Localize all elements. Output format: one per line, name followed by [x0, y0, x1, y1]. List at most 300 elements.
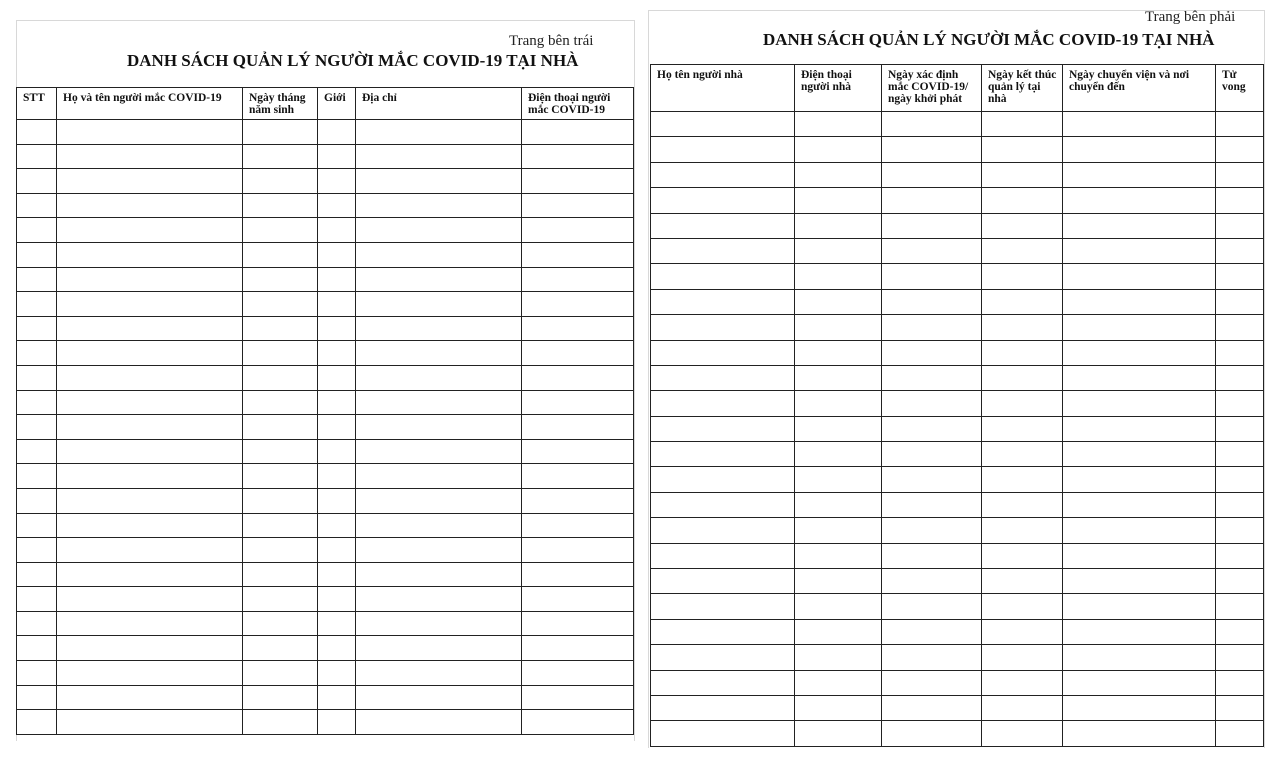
left-table-cell[interactable] [522, 710, 634, 735]
left-table-cell[interactable] [356, 464, 522, 489]
left-table-cell[interactable] [17, 538, 57, 563]
left-table-cell[interactable] [57, 169, 243, 194]
right-table-cell[interactable] [651, 162, 795, 187]
left-table-cell[interactable] [522, 439, 634, 464]
left-table-cell[interactable] [57, 513, 243, 538]
left-table-cell[interactable] [356, 120, 522, 145]
left-table-cell[interactable] [522, 316, 634, 341]
left-table-cell[interactable] [243, 120, 318, 145]
right-table-cell[interactable] [982, 416, 1063, 441]
right-table-cell[interactable] [1063, 569, 1216, 594]
left-table-cell[interactable] [243, 193, 318, 218]
left-table-cell[interactable] [243, 488, 318, 513]
left-table-cell[interactable] [243, 144, 318, 169]
left-table-cell[interactable] [522, 193, 634, 218]
right-table-cell[interactable] [1063, 238, 1216, 263]
left-table-cell[interactable] [243, 587, 318, 612]
left-table-cell[interactable] [57, 120, 243, 145]
left-table-cell[interactable] [356, 144, 522, 169]
right-table-cell[interactable] [1216, 391, 1264, 416]
left-table-cell[interactable] [17, 267, 57, 292]
left-table-cell[interactable] [57, 464, 243, 489]
left-table-cell[interactable] [356, 169, 522, 194]
right-table-cell[interactable] [651, 442, 795, 467]
right-table-cell[interactable] [795, 594, 882, 619]
left-table-cell[interactable] [356, 365, 522, 390]
left-table-cell[interactable] [243, 341, 318, 366]
right-table-cell[interactable] [982, 594, 1063, 619]
right-table-cell[interactable] [982, 289, 1063, 314]
right-table-cell[interactable] [1216, 442, 1264, 467]
left-table-cell[interactable] [356, 415, 522, 440]
left-table-cell[interactable] [318, 538, 356, 563]
left-table-cell[interactable] [522, 242, 634, 267]
right-table-cell[interactable] [795, 467, 882, 492]
right-table-cell[interactable] [651, 569, 795, 594]
left-table-cell[interactable] [243, 611, 318, 636]
left-table-cell[interactable] [356, 636, 522, 661]
right-table-cell[interactable] [882, 543, 982, 568]
left-table-cell[interactable] [243, 316, 318, 341]
right-table-cell[interactable] [982, 213, 1063, 238]
right-table-cell[interactable] [651, 137, 795, 162]
left-table-cell[interactable] [522, 562, 634, 587]
left-table-cell[interactable] [522, 415, 634, 440]
left-table-cell[interactable] [522, 341, 634, 366]
right-table-cell[interactable] [651, 594, 795, 619]
right-table-cell[interactable] [1063, 391, 1216, 416]
right-table-cell[interactable] [1216, 162, 1264, 187]
right-table-cell[interactable] [982, 315, 1063, 340]
right-table-cell[interactable] [982, 264, 1063, 289]
left-table-cell[interactable] [243, 661, 318, 686]
left-table-cell[interactable] [318, 587, 356, 612]
right-table-cell[interactable] [1063, 213, 1216, 238]
right-table-cell[interactable] [795, 162, 882, 187]
left-table-cell[interactable] [243, 513, 318, 538]
left-table-cell[interactable] [318, 390, 356, 415]
right-table-cell[interactable] [651, 416, 795, 441]
left-table-cell[interactable] [243, 710, 318, 735]
right-table-cell[interactable] [982, 365, 1063, 390]
right-table-cell[interactable] [882, 340, 982, 365]
left-table-cell[interactable] [522, 218, 634, 243]
left-table-cell[interactable] [17, 120, 57, 145]
left-table-cell[interactable] [17, 390, 57, 415]
left-table-cell[interactable] [57, 341, 243, 366]
right-table-cell[interactable] [882, 619, 982, 644]
left-table-cell[interactable] [356, 538, 522, 563]
left-table-cell[interactable] [318, 193, 356, 218]
left-table-cell[interactable] [243, 267, 318, 292]
left-table-cell[interactable] [522, 513, 634, 538]
left-table-cell[interactable] [522, 292, 634, 317]
right-table-cell[interactable] [1216, 492, 1264, 517]
left-table-cell[interactable] [318, 439, 356, 464]
left-table-cell[interactable] [522, 611, 634, 636]
left-table-cell[interactable] [356, 611, 522, 636]
right-table-cell[interactable] [795, 721, 882, 746]
left-table-cell[interactable] [17, 611, 57, 636]
right-table-cell[interactable] [795, 416, 882, 441]
left-table-cell[interactable] [243, 169, 318, 194]
right-table-cell[interactable] [982, 645, 1063, 670]
left-table-cell[interactable] [17, 562, 57, 587]
right-table-cell[interactable] [651, 518, 795, 543]
left-table-cell[interactable] [17, 169, 57, 194]
left-table-cell[interactable] [57, 316, 243, 341]
right-table-cell[interactable] [651, 391, 795, 416]
left-table-cell[interactable] [243, 439, 318, 464]
left-table-cell[interactable] [522, 120, 634, 145]
right-table-cell[interactable] [882, 645, 982, 670]
right-table-cell[interactable] [1216, 289, 1264, 314]
right-table-cell[interactable] [882, 137, 982, 162]
right-table-cell[interactable] [1063, 442, 1216, 467]
right-table-cell[interactable] [882, 442, 982, 467]
left-table-cell[interactable] [17, 218, 57, 243]
right-table-cell[interactable] [1216, 416, 1264, 441]
right-table-cell[interactable] [882, 721, 982, 746]
left-table-cell[interactable] [318, 341, 356, 366]
right-table-cell[interactable] [1216, 238, 1264, 263]
left-table-cell[interactable] [17, 415, 57, 440]
right-table-cell[interactable] [1216, 137, 1264, 162]
left-table-cell[interactable] [57, 242, 243, 267]
left-table-cell[interactable] [318, 488, 356, 513]
right-table-cell[interactable] [795, 492, 882, 517]
right-table-cell[interactable] [882, 518, 982, 543]
right-table-cell[interactable] [651, 695, 795, 720]
right-table-cell[interactable] [882, 695, 982, 720]
left-table-cell[interactable] [57, 587, 243, 612]
left-table-cell[interactable] [57, 611, 243, 636]
left-table-cell[interactable] [243, 538, 318, 563]
left-table-cell[interactable] [318, 292, 356, 317]
right-table-cell[interactable] [982, 670, 1063, 695]
left-table-cell[interactable] [522, 488, 634, 513]
right-table-cell[interactable] [795, 340, 882, 365]
left-table-cell[interactable] [243, 562, 318, 587]
right-table-cell[interactable] [1216, 721, 1264, 746]
right-table-cell[interactable] [795, 543, 882, 568]
right-table-cell[interactable] [1063, 365, 1216, 390]
right-table-cell[interactable] [882, 365, 982, 390]
left-table-cell[interactable] [318, 636, 356, 661]
right-table-cell[interactable] [982, 112, 1063, 137]
right-table-cell[interactable] [1216, 188, 1264, 213]
left-table-cell[interactable] [243, 365, 318, 390]
right-table-cell[interactable] [795, 518, 882, 543]
left-table-cell[interactable] [522, 390, 634, 415]
left-table-cell[interactable] [243, 292, 318, 317]
right-table-cell[interactable] [1216, 112, 1264, 137]
left-table-cell[interactable] [243, 636, 318, 661]
left-table-cell[interactable] [356, 488, 522, 513]
right-table-cell[interactable] [982, 695, 1063, 720]
right-table-cell[interactable] [882, 467, 982, 492]
left-table-cell[interactable] [356, 562, 522, 587]
left-table-cell[interactable] [17, 661, 57, 686]
right-table-cell[interactable] [882, 238, 982, 263]
left-table-cell[interactable] [243, 390, 318, 415]
left-table-cell[interactable] [318, 144, 356, 169]
right-table-cell[interactable] [1216, 645, 1264, 670]
left-table-cell[interactable] [318, 710, 356, 735]
right-table-cell[interactable] [1216, 340, 1264, 365]
left-table-cell[interactable] [243, 242, 318, 267]
left-table-cell[interactable] [318, 120, 356, 145]
right-table-cell[interactable] [882, 264, 982, 289]
right-table-cell[interactable] [795, 365, 882, 390]
right-table-cell[interactable] [795, 238, 882, 263]
right-table-cell[interactable] [795, 315, 882, 340]
right-table-cell[interactable] [1063, 340, 1216, 365]
right-table-cell[interactable] [1216, 670, 1264, 695]
right-table-cell[interactable] [1063, 188, 1216, 213]
right-table-cell[interactable] [795, 695, 882, 720]
right-table-cell[interactable] [795, 289, 882, 314]
left-table-cell[interactable] [318, 415, 356, 440]
right-table-cell[interactable] [795, 442, 882, 467]
left-table-cell[interactable] [318, 169, 356, 194]
left-table-cell[interactable] [318, 218, 356, 243]
left-table-cell[interactable] [318, 611, 356, 636]
right-table-cell[interactable] [1063, 543, 1216, 568]
right-table-cell[interactable] [1063, 670, 1216, 695]
left-table-cell[interactable] [522, 464, 634, 489]
right-table-cell[interactable] [1063, 594, 1216, 619]
right-table-cell[interactable] [1063, 137, 1216, 162]
left-table-cell[interactable] [356, 316, 522, 341]
left-table-cell[interactable] [17, 144, 57, 169]
right-table-cell[interactable] [651, 289, 795, 314]
right-table-cell[interactable] [651, 670, 795, 695]
left-table-cell[interactable] [318, 464, 356, 489]
right-table-cell[interactable] [1216, 467, 1264, 492]
right-table-cell[interactable] [982, 569, 1063, 594]
right-table-cell[interactable] [1216, 264, 1264, 289]
right-table-cell[interactable] [982, 721, 1063, 746]
left-table-cell[interactable] [522, 587, 634, 612]
right-table-cell[interactable] [795, 569, 882, 594]
right-table-cell[interactable] [1216, 365, 1264, 390]
left-table-cell[interactable] [57, 439, 243, 464]
left-table-cell[interactable] [243, 218, 318, 243]
left-table-cell[interactable] [57, 538, 243, 563]
right-table-cell[interactable] [1216, 213, 1264, 238]
left-table-cell[interactable] [57, 685, 243, 710]
right-table-cell[interactable] [982, 238, 1063, 263]
left-table-cell[interactable] [356, 513, 522, 538]
left-table-cell[interactable] [57, 218, 243, 243]
left-table-cell[interactable] [57, 267, 243, 292]
left-table-cell[interactable] [356, 267, 522, 292]
right-table-cell[interactable] [1216, 695, 1264, 720]
left-table-cell[interactable] [57, 562, 243, 587]
right-table-cell[interactable] [651, 365, 795, 390]
right-table-cell[interactable] [982, 162, 1063, 187]
right-table-cell[interactable] [1216, 315, 1264, 340]
left-table-cell[interactable] [17, 488, 57, 513]
right-table-cell[interactable] [982, 492, 1063, 517]
left-table-cell[interactable] [356, 218, 522, 243]
left-table-cell[interactable] [318, 242, 356, 267]
right-table-cell[interactable] [1063, 721, 1216, 746]
right-table-cell[interactable] [882, 492, 982, 517]
left-table-cell[interactable] [522, 169, 634, 194]
right-table-cell[interactable] [651, 238, 795, 263]
right-table-cell[interactable] [982, 467, 1063, 492]
right-table-cell[interactable] [882, 188, 982, 213]
left-table-cell[interactable] [17, 685, 57, 710]
right-table-cell[interactable] [1063, 492, 1216, 517]
right-table-cell[interactable] [982, 442, 1063, 467]
left-table-cell[interactable] [318, 562, 356, 587]
right-table-cell[interactable] [795, 137, 882, 162]
left-table-cell[interactable] [17, 636, 57, 661]
left-table-cell[interactable] [356, 193, 522, 218]
right-table-cell[interactable] [1216, 543, 1264, 568]
left-table-cell[interactable] [356, 390, 522, 415]
right-table-cell[interactable] [1063, 695, 1216, 720]
right-table-cell[interactable] [795, 670, 882, 695]
left-table-cell[interactable] [356, 341, 522, 366]
right-table-cell[interactable] [882, 213, 982, 238]
right-table-cell[interactable] [1063, 289, 1216, 314]
left-table-cell[interactable] [356, 439, 522, 464]
left-table-cell[interactable] [318, 365, 356, 390]
right-table-cell[interactable] [1216, 594, 1264, 619]
right-table-cell[interactable] [1063, 264, 1216, 289]
right-table-cell[interactable] [882, 670, 982, 695]
left-table-cell[interactable] [57, 661, 243, 686]
right-table-cell[interactable] [982, 391, 1063, 416]
right-table-cell[interactable] [1063, 467, 1216, 492]
left-table-cell[interactable] [17, 464, 57, 489]
left-table-cell[interactable] [356, 661, 522, 686]
right-table-cell[interactable] [882, 569, 982, 594]
right-table-cell[interactable] [882, 391, 982, 416]
left-table-cell[interactable] [57, 390, 243, 415]
right-table-cell[interactable] [795, 619, 882, 644]
right-table-cell[interactable] [1063, 162, 1216, 187]
right-table-cell[interactable] [795, 213, 882, 238]
right-table-cell[interactable] [882, 416, 982, 441]
left-table-cell[interactable] [57, 415, 243, 440]
right-table-cell[interactable] [651, 543, 795, 568]
right-table-cell[interactable] [651, 315, 795, 340]
right-table-cell[interactable] [651, 467, 795, 492]
left-table-cell[interactable] [57, 365, 243, 390]
left-table-cell[interactable] [17, 365, 57, 390]
right-table-cell[interactable] [1216, 518, 1264, 543]
left-table-cell[interactable] [57, 488, 243, 513]
left-table-cell[interactable] [356, 587, 522, 612]
left-table-cell[interactable] [57, 144, 243, 169]
right-table-cell[interactable] [651, 188, 795, 213]
right-table-cell[interactable] [982, 518, 1063, 543]
left-table-cell[interactable] [243, 685, 318, 710]
right-table-cell[interactable] [1063, 416, 1216, 441]
left-table-cell[interactable] [318, 267, 356, 292]
right-table-cell[interactable] [982, 188, 1063, 213]
left-table-cell[interactable] [522, 365, 634, 390]
left-table-cell[interactable] [17, 710, 57, 735]
right-table-cell[interactable] [651, 721, 795, 746]
right-table-cell[interactable] [982, 619, 1063, 644]
right-table-cell[interactable] [1216, 619, 1264, 644]
left-table-cell[interactable] [318, 685, 356, 710]
left-table-cell[interactable] [243, 464, 318, 489]
right-table-cell[interactable] [1063, 619, 1216, 644]
right-table-cell[interactable] [982, 543, 1063, 568]
left-table-cell[interactable] [57, 193, 243, 218]
left-table-cell[interactable] [356, 710, 522, 735]
right-table-cell[interactable] [651, 264, 795, 289]
left-table-cell[interactable] [17, 587, 57, 612]
right-table-cell[interactable] [795, 188, 882, 213]
right-table-cell[interactable] [651, 645, 795, 670]
left-table-cell[interactable] [522, 144, 634, 169]
right-table-cell[interactable] [651, 619, 795, 644]
right-table-cell[interactable] [1063, 315, 1216, 340]
right-table-cell[interactable] [795, 645, 882, 670]
left-table-cell[interactable] [522, 636, 634, 661]
left-table-cell[interactable] [57, 292, 243, 317]
right-table-cell[interactable] [651, 213, 795, 238]
right-table-cell[interactable] [882, 594, 982, 619]
left-table-cell[interactable] [522, 661, 634, 686]
left-table-cell[interactable] [57, 710, 243, 735]
right-table-cell[interactable] [982, 340, 1063, 365]
left-table-cell[interactable] [17, 292, 57, 317]
right-table-cell[interactable] [1063, 645, 1216, 670]
left-table-cell[interactable] [17, 341, 57, 366]
right-table-cell[interactable] [882, 112, 982, 137]
left-table-cell[interactable] [318, 661, 356, 686]
left-table-cell[interactable] [17, 513, 57, 538]
left-table-cell[interactable] [522, 685, 634, 710]
right-table-cell[interactable] [795, 112, 882, 137]
left-table-cell[interactable] [17, 439, 57, 464]
left-table-cell[interactable] [17, 242, 57, 267]
left-table-cell[interactable] [57, 636, 243, 661]
right-table-cell[interactable] [1216, 569, 1264, 594]
right-table-cell[interactable] [882, 315, 982, 340]
left-table-cell[interactable] [522, 267, 634, 292]
left-table-cell[interactable] [522, 538, 634, 563]
right-table-cell[interactable] [795, 264, 882, 289]
left-table-cell[interactable] [356, 292, 522, 317]
right-table-cell[interactable] [1063, 112, 1216, 137]
right-table-cell[interactable] [795, 391, 882, 416]
right-table-cell[interactable] [651, 112, 795, 137]
right-table-cell[interactable] [882, 162, 982, 187]
left-table-cell[interactable] [356, 242, 522, 267]
right-table-cell[interactable] [882, 289, 982, 314]
left-table-cell[interactable] [17, 316, 57, 341]
left-table-cell[interactable] [318, 316, 356, 341]
left-table-cell[interactable] [243, 415, 318, 440]
right-table-cell[interactable] [1063, 518, 1216, 543]
right-table-cell[interactable] [651, 492, 795, 517]
left-table-cell[interactable] [356, 685, 522, 710]
right-table-cell[interactable] [982, 137, 1063, 162]
right-table-cell[interactable] [651, 340, 795, 365]
left-table-cell[interactable] [17, 193, 57, 218]
left-table-cell[interactable] [318, 513, 356, 538]
